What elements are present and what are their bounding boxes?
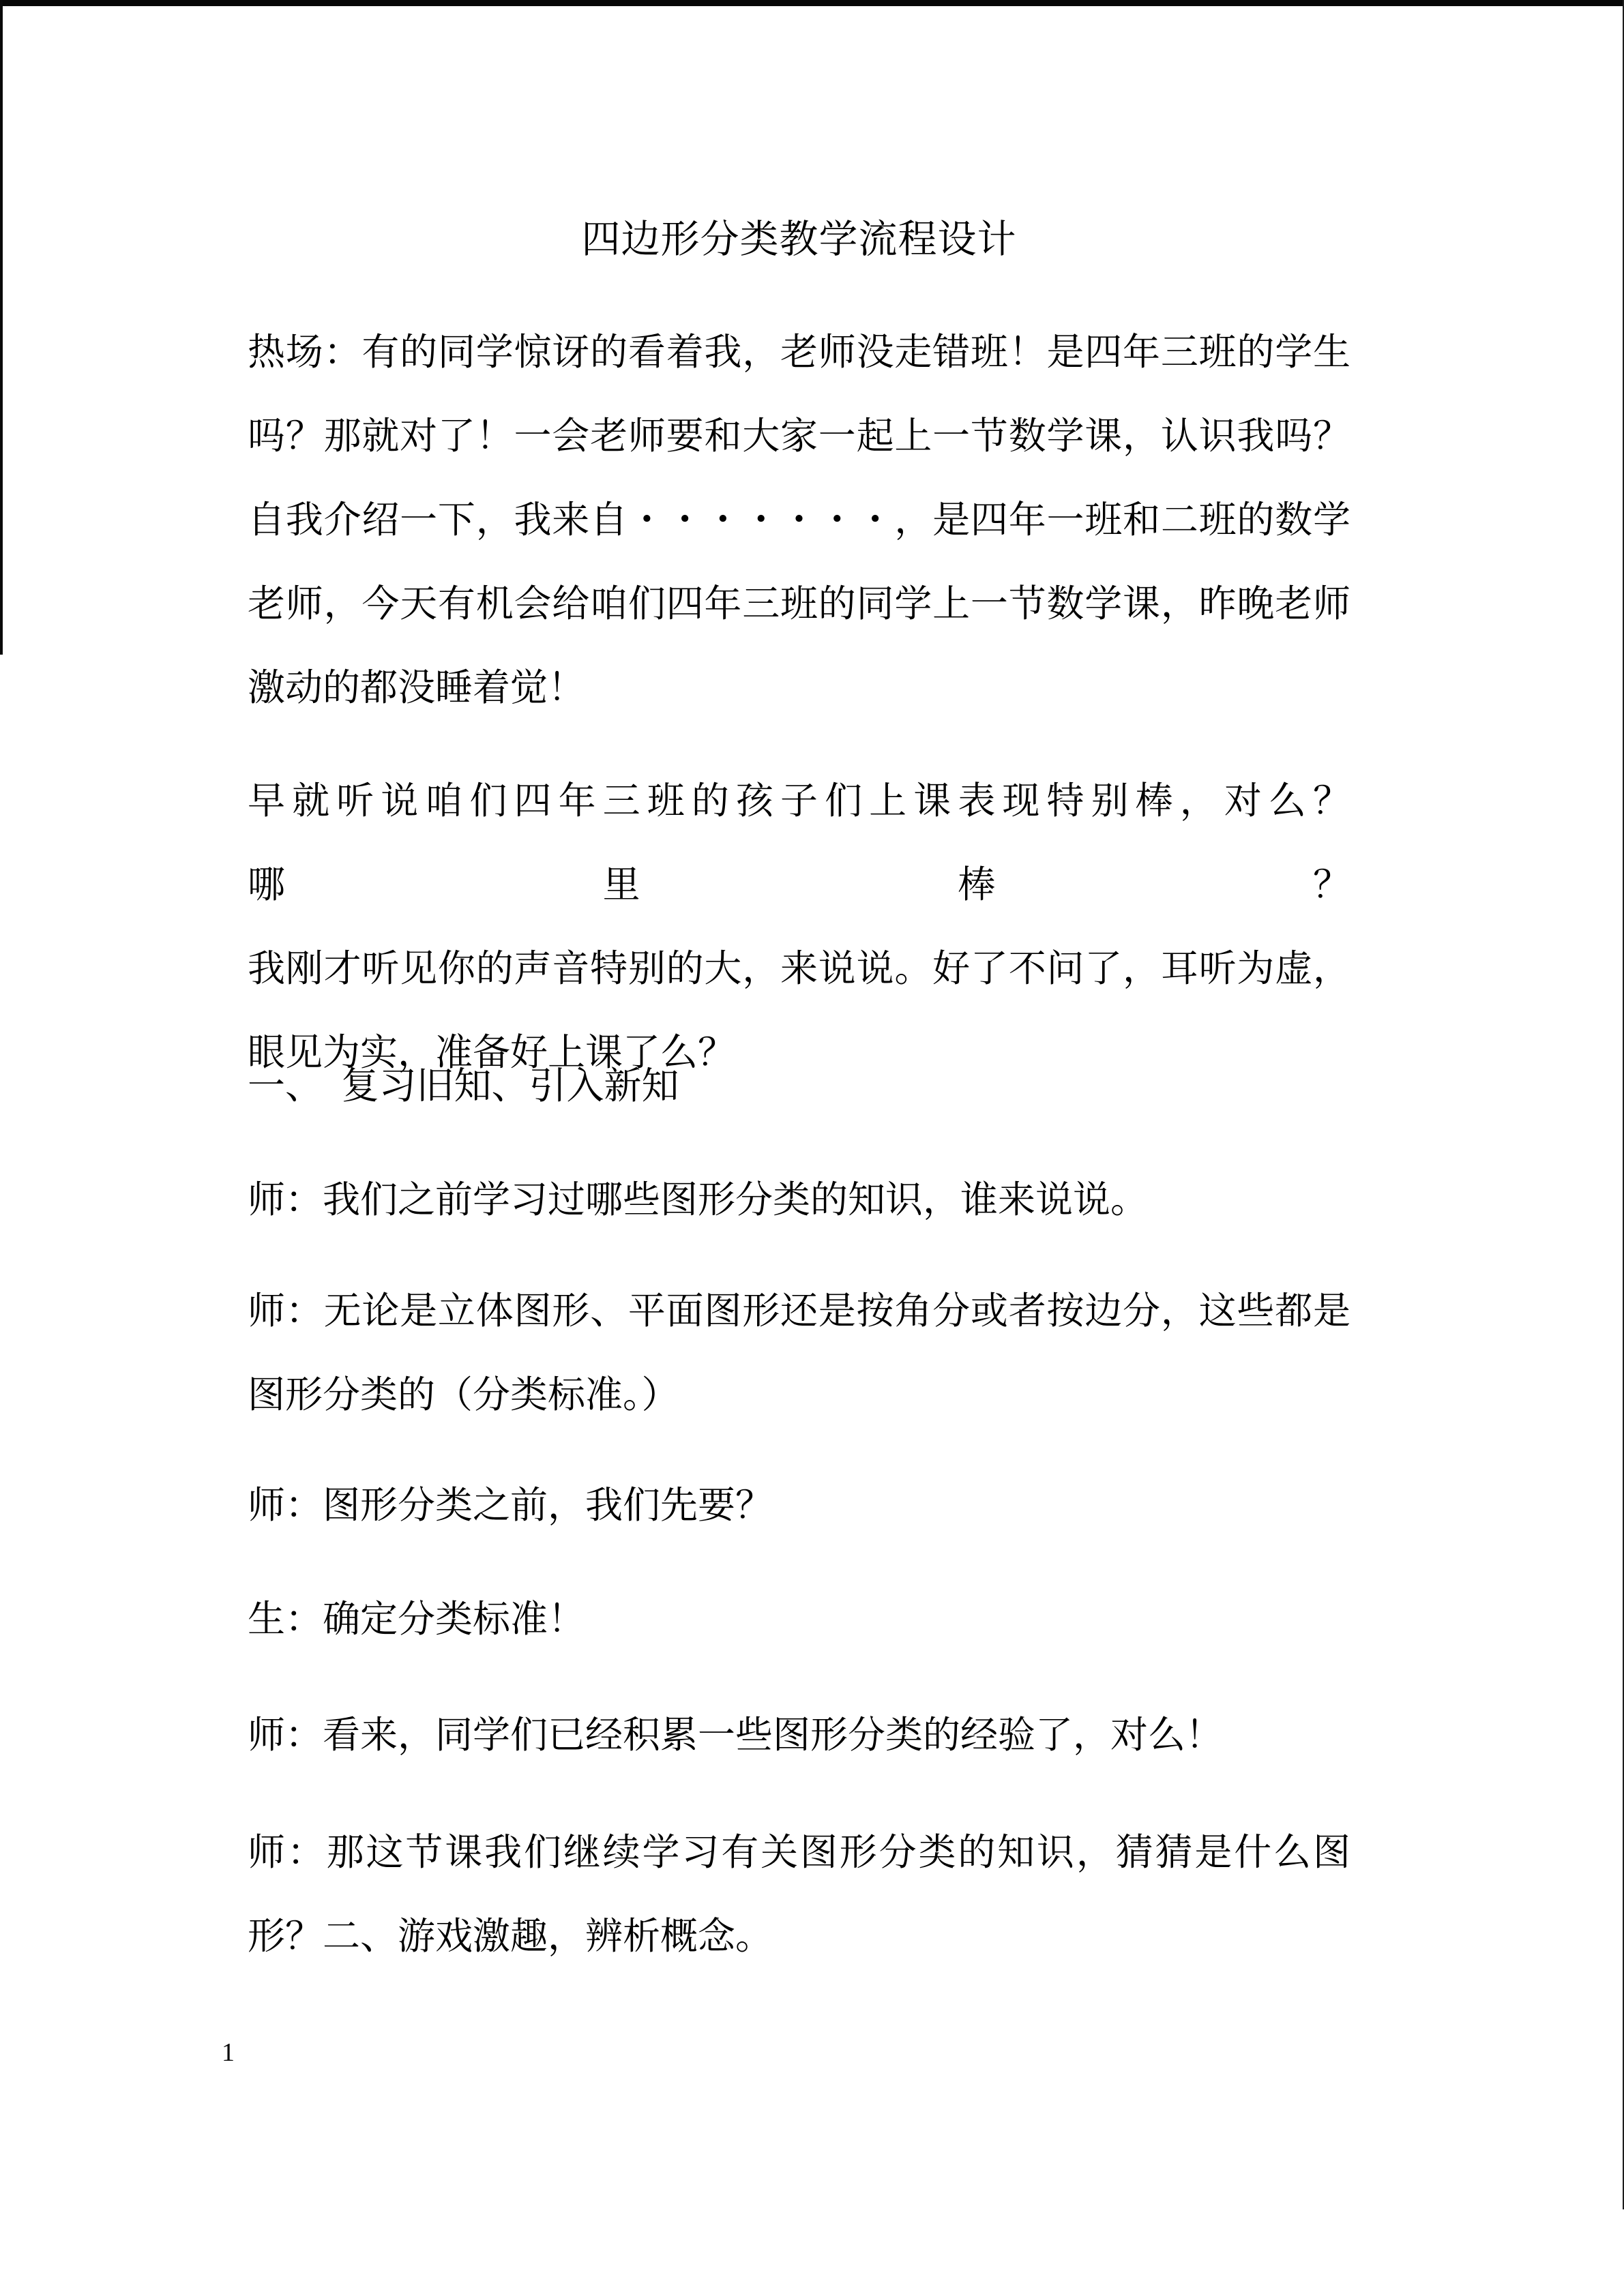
paragraph-teacher-4: [248, 1693, 1350, 1777]
document-title: 四边形分类教学流程设计: [581, 218, 1017, 261]
paragraph-teacher-5: [248, 1810, 1350, 1978]
paragraph-teacher-2: [248, 1269, 1350, 1437]
paragraph-teacher-3: [248, 1463, 1350, 1547]
heading-line: 一、 复习旧知、引入新知: [248, 1065, 679, 1107]
document-body: [248, 0, 1389, 2296]
paragraph-teacher-1: [248, 1158, 1350, 1242]
text-line: 生：确定分类标准！: [248, 1598, 586, 1640]
section-heading-1: [248, 1044, 1350, 1128]
text-line: 师：看来，同学们已经积累一些图形分类的经验了，对么！: [248, 1714, 1224, 1756]
scan-edge-left: [0, 0, 3, 655]
paragraph-warmup: [248, 310, 1350, 730]
text-line: 激动的都没睡着觉！: [248, 667, 586, 709]
text-line: 师：图形分类之前，我们先要？: [248, 1485, 773, 1526]
text-line: 自我介绍一下，我来自・・・・・・・，是四年一班和二班的数学: [248, 499, 1350, 541]
page-number: 1: [222, 2038, 235, 2067]
text-line: 形？二、游戏激趣，辨析概念。: [248, 1915, 773, 1957]
text-line: 师：我们之前学习过哪些图形分类的知识，谁来说说。: [248, 1179, 1149, 1221]
text-line: 我刚才听见你的声音特别的大，来说说。好了不问了，耳听为虚，: [248, 948, 1350, 989]
text-line: 热场：有的同学惊讶的看着我，老师没走错班！是四年三班的学生: [248, 331, 1350, 373]
text-line: 早就听说咱们四年三班的孩子们上课表现特别棒，对么？ 哪里棒？: [248, 780, 1389, 906]
text-line: 师：无论是立体图形、平面图形还是按角分或者按边分，这些都是: [248, 1290, 1350, 1332]
text-line: 老师，今天有机会给咱们四年三班的同学上一节数学课，昨晚老师: [248, 583, 1350, 625]
text-line: 师：那这节课我们继续学习有关图形分类的知识，猜猜是什么图: [248, 1832, 1350, 1873]
paragraph-student-1: [248, 1577, 1350, 1661]
text-line: 图形分类的（分类标准。）: [248, 1374, 679, 1416]
text-line: 吗？那就对了！一会老师要和大家一起上一节数学课，认识我吗？: [248, 415, 1350, 457]
text-line: 眼见为实，准备好上课了么？: [248, 1032, 736, 1073]
